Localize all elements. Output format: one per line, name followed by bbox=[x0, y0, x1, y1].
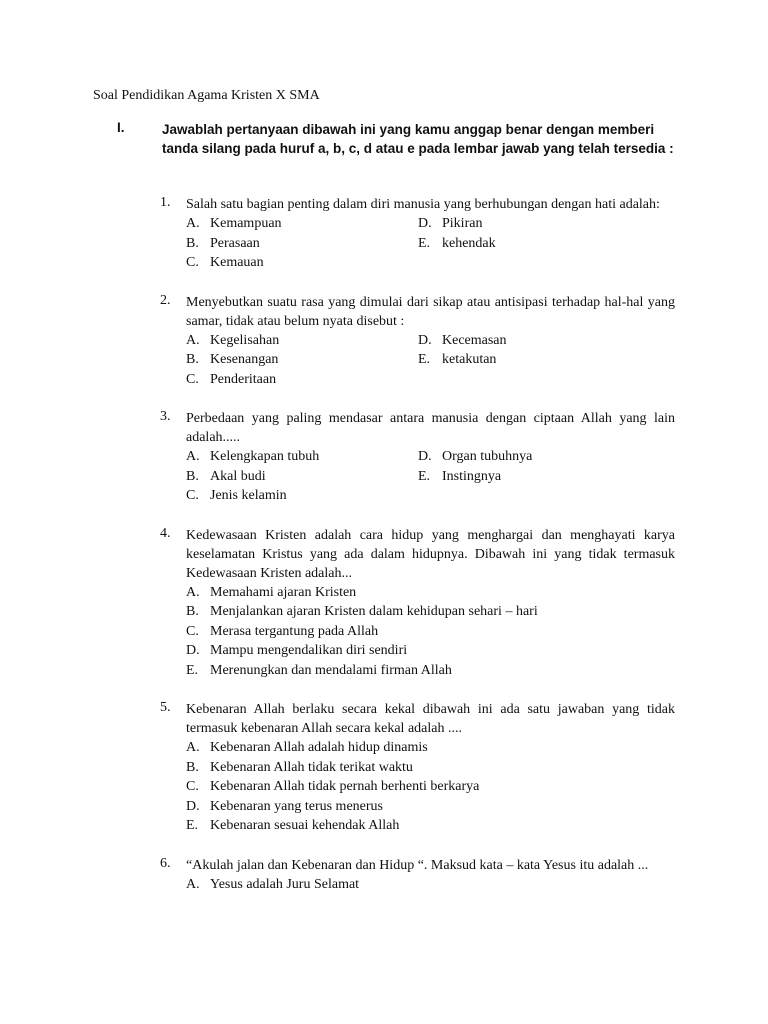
options bbox=[186, 214, 675, 273]
question-list bbox=[160, 195, 675, 914]
option-a: A. Memahami ajaran Kristen bbox=[186, 584, 357, 600]
question-4 bbox=[160, 526, 675, 681]
question-number: 4. bbox=[160, 525, 171, 541]
question-1 bbox=[160, 195, 675, 273]
option-c: C. Kemauan bbox=[186, 255, 264, 270]
question-text: Salah satu bagian penting dalam diri manusia yang berhubungan dengan hati adalah: bbox=[186, 197, 660, 212]
question-text: Menyebutkan suatu rasa yang dimulai dari sikap atau antisipasi terhadap hal-hal yang samar, tidak atau belum nyata disebut : bbox=[186, 294, 675, 329]
options bbox=[186, 583, 675, 681]
question-text: “Akulah jalan dan Kebenaran dan Hidup “. Maksud kata – kata Yesus itu adalah ... bbox=[186, 857, 649, 873]
options bbox=[186, 875, 675, 895]
question-number: 1. bbox=[160, 195, 171, 210]
option-c: C. Kebenaran Allah tidak pernah berhenti berkarya bbox=[186, 779, 480, 794]
options bbox=[186, 331, 675, 390]
document-title: Soal Pendidikan Agama Kristen X SMA bbox=[93, 88, 320, 103]
option-e: E. Kebenaran sesuai kehendak Allah bbox=[186, 818, 400, 833]
option-a: A. Kegelisahan bbox=[186, 332, 280, 348]
options bbox=[186, 447, 675, 506]
question-3 bbox=[160, 409, 675, 506]
option-d: D. Pikiran bbox=[418, 216, 483, 231]
option-a: A. Kemampuan bbox=[186, 216, 282, 231]
option-b: B. Akal budi bbox=[186, 468, 266, 484]
option-c: C. Penderitaan bbox=[186, 371, 277, 387]
section-instruction: Jawablah pertanyaan dibawah ini yang kamu anggap benar dengan memberi tanda silang pada huruf a, b, c, d atau e pada lembar jawab yang telah tersedia : bbox=[162, 122, 674, 156]
option-b: B. Menjalankan ajaran Kristen dalam kehidupan sehari – hari bbox=[186, 604, 538, 619]
option-a: A. Kelengkapan tubuh bbox=[186, 449, 320, 464]
question-number: 3. bbox=[160, 409, 171, 424]
option-e: E. Merenungkan dan mendalami firman Allah bbox=[186, 662, 452, 678]
option-c: C. Merasa tergantung pada Allah bbox=[186, 623, 379, 639]
question-6 bbox=[160, 856, 675, 895]
option-e: E. Instingnya bbox=[418, 468, 502, 484]
section-number: I. bbox=[117, 120, 125, 135]
option-a: A. Kebenaran Allah adalah hidup dinamis bbox=[186, 740, 428, 755]
option-b: B. Perasaan bbox=[186, 235, 260, 251]
option-b: B. Kebenaran Allah tidak terikat waktu bbox=[186, 759, 413, 775]
question-number: 5. bbox=[160, 700, 171, 715]
question-text: Perbedaan yang paling mendasar antara manusia dengan ciptaan Allah yang lain adalah..... bbox=[186, 411, 675, 445]
question-text: Kebenaran Allah berlaku secara kekal dibawah ini ada satu jawaban yang tidak termasuk kebenaran Allah secara kekal adalah .... bbox=[186, 702, 675, 736]
option-d: D. Mampu mengendalikan diri sendiri bbox=[186, 643, 408, 658]
option-d: D. Kecemasan bbox=[418, 332, 507, 348]
option-d: D. Kebenaran yang terus menerus bbox=[186, 798, 383, 814]
option-d: D. Organ tubuhnya bbox=[418, 449, 533, 464]
question-number: 6. bbox=[160, 855, 171, 871]
option-b: B. Kesenangan bbox=[186, 352, 279, 367]
option-e: E. kehendak bbox=[418, 235, 496, 251]
question-text: Kedewasaan Kristen adalah cara hidup yang menghargai dan menghayati karya keselamatan Kristus yang ada dalam hidupnya. Dibawah ini yang tidak termasuk Kedewasaan Kristen adalah... bbox=[186, 527, 675, 581]
option-c: C. Jenis kelamin bbox=[186, 488, 287, 503]
option-a: A. Yesus adalah Juru Selamat bbox=[186, 876, 360, 892]
question-5 bbox=[160, 700, 675, 836]
option-e: E. ketakutan bbox=[418, 352, 497, 367]
question-2 bbox=[160, 293, 675, 390]
options bbox=[186, 738, 675, 836]
question-number: 2. bbox=[160, 292, 171, 308]
